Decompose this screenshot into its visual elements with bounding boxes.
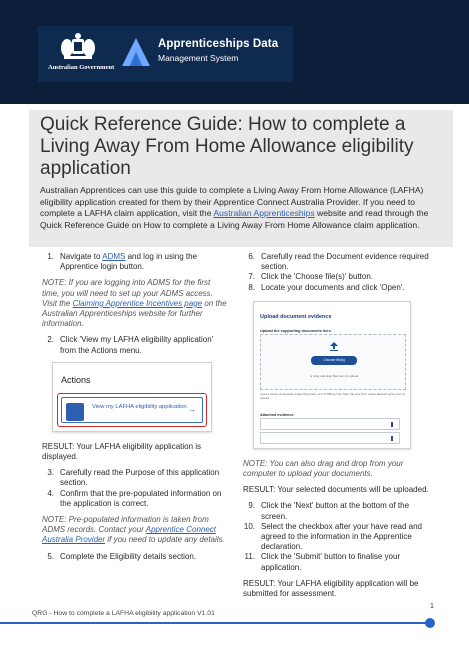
note-drag-drop: NOTE: You can also drag and drop from your computer to upload your documents. bbox=[243, 458, 404, 479]
attached-evidence-heading: Attached evidence bbox=[260, 412, 294, 417]
step-number: 10. bbox=[243, 521, 255, 531]
step-6-text: Carefully read the Document evidence required section. bbox=[261, 252, 429, 272]
step-number: 8. bbox=[248, 282, 255, 292]
step-3 bbox=[42, 468, 227, 488]
step-8 bbox=[243, 283, 435, 293]
page-title: Quick Reference Guide: How to complete a Living Away From Home Allowance eligibility application bbox=[40, 114, 414, 179]
step-10-text: Select the checkbox after your have read and agreed to the information in the Apprentice declaration. bbox=[261, 521, 422, 552]
step-number: 6. bbox=[248, 252, 255, 261]
note-2-text-a: NOTE: Pre-populated information is taken from ADMS records. Contact your bbox=[42, 515, 209, 535]
note-1-text-a: NOTE: If you are logging into ADMS for the first time, you will need to set up your ADMS access. Visit the bbox=[42, 278, 213, 308]
note-2-text-b: if you need to update any details. bbox=[105, 535, 225, 545]
upload-dropzone[interactable] bbox=[260, 334, 406, 390]
adms-logo-icon bbox=[120, 36, 152, 70]
intro-text-part1: Australian Apprentices can use this guide to complete a Living Away From Home Allowance (LAFHA) eligibility application created for them by their Apprentice Connect Australia Provider. If you need to complete a LAFHA claim application, visit the bbox=[40, 185, 424, 219]
file-menu-icon[interactable] bbox=[391, 422, 393, 427]
step-5-text: Complete the Eligibility details section. bbox=[60, 551, 197, 561]
actions-heading: Actions bbox=[61, 374, 91, 385]
step-number: 2. bbox=[47, 335, 54, 345]
adms-link[interactable]: ADMS bbox=[102, 252, 126, 261]
page-header bbox=[0, 0, 469, 104]
step-1 bbox=[42, 252, 227, 272]
page-number: 1 bbox=[430, 603, 434, 610]
document-icon bbox=[66, 403, 84, 421]
result-application-displayed: RESULT: Your LAFHA eligibility application is displayed. bbox=[42, 441, 202, 462]
footer-document-title: QRG - How to complete a LAFHA eligibility application V1.01 bbox=[32, 610, 215, 617]
australian-apprenticeships-link[interactable]: Australian Apprenticeships bbox=[213, 208, 315, 219]
step-4-text: Confirm that the pre-populated information on the application is correct. bbox=[60, 488, 222, 508]
step-5 bbox=[42, 552, 227, 562]
attached-file-row[interactable] bbox=[260, 432, 400, 444]
step-11 bbox=[243, 552, 435, 572]
upload-subheading: Upload the supporting documents here. bbox=[260, 328, 332, 333]
choose-files-button[interactable]: Choose file(s) bbox=[311, 356, 357, 365]
view-lafha-button[interactable] bbox=[61, 397, 203, 423]
step-1-text-b: and log in using the Apprentice login button. bbox=[60, 252, 197, 272]
view-lafha-button-highlight bbox=[57, 393, 207, 427]
right-column bbox=[243, 252, 435, 605]
note-prepopulated bbox=[42, 515, 227, 546]
step-number: 11. bbox=[244, 552, 255, 562]
step-4 bbox=[42, 489, 227, 509]
left-column bbox=[42, 252, 227, 568]
step-2-text: Click 'View my LAFHA eligibility application' from the Actions menu. bbox=[60, 335, 214, 355]
step-number: 7. bbox=[248, 272, 255, 282]
step-7-text: Click the 'Choose file(s)' button. bbox=[261, 272, 373, 282]
view-lafha-button-label: View my LAFHA eligibility application bbox=[92, 403, 187, 410]
provider-link[interactable]: Apprentice Connect Australia Provider bbox=[42, 525, 217, 545]
step-3-text: Carefully read the Purpose of this application section. bbox=[60, 468, 220, 488]
logo-block bbox=[38, 26, 293, 82]
step-10 bbox=[243, 522, 435, 553]
step-8-text: Locate your documents and click 'Open'. bbox=[261, 282, 405, 292]
attached-file-row[interactable] bbox=[260, 418, 400, 430]
claiming-incentives-link[interactable]: Claiming Apprentice Incentives page bbox=[72, 298, 203, 308]
drag-drop-hint: or drag and drop files here to upload bbox=[309, 373, 359, 378]
actions-menu-screenshot bbox=[52, 362, 212, 432]
government-label: Australian Government bbox=[48, 64, 115, 71]
step-number: 4. bbox=[47, 488, 54, 498]
result-documents-uploaded: RESULT: Your selected documents will be uploaded. bbox=[243, 485, 429, 495]
step-number: 5. bbox=[47, 551, 54, 561]
result-application-submitted: RESULT: Your LAFHA eligibility application will be submitted for assessment. bbox=[243, 578, 419, 599]
intro-text-part2: website and read through the Quick Reference Guide on How to complete a Living Away From Home Allowance claim application. bbox=[40, 208, 429, 230]
upload-heading: Upload document evidence bbox=[260, 313, 332, 320]
footer-dot bbox=[425, 618, 435, 628]
upload-evidence-screenshot bbox=[253, 301, 411, 449]
intro-paragraph bbox=[40, 185, 450, 231]
government-crest bbox=[48, 32, 115, 76]
step-2 bbox=[42, 335, 227, 355]
step-number: 9. bbox=[248, 501, 255, 511]
step-9-text: Click the 'Next' button at the bottom of the screen. bbox=[261, 501, 410, 521]
footer-rule bbox=[0, 622, 430, 624]
coat-of-arms-icon bbox=[58, 32, 98, 62]
note-1-text-b: on the Australian Apprenticeships website for further information. bbox=[42, 298, 227, 329]
brand-title: Apprenticeships Data bbox=[158, 38, 279, 50]
step-number: 3. bbox=[47, 468, 54, 478]
upload-instructions: Load a series of separate supporting data, up to 5 MB per file. Max, file size limit, check allowed types prior to upload. bbox=[260, 391, 406, 401]
intro-panel bbox=[29, 110, 453, 247]
step-9 bbox=[243, 501, 435, 521]
file-menu-icon[interactable] bbox=[391, 436, 393, 441]
upload-arrow-icon bbox=[330, 342, 338, 351]
brand-subtitle: Management System bbox=[158, 53, 239, 63]
step-6 bbox=[243, 252, 435, 272]
step-1-text-a: Navigate to bbox=[60, 252, 103, 261]
step-number: 1. bbox=[47, 252, 54, 261]
step-7 bbox=[243, 272, 435, 282]
note-first-login bbox=[42, 278, 227, 329]
arrow-right-icon: → bbox=[188, 404, 196, 414]
step-11-text: Click the 'Submit' button to finalise your application. bbox=[261, 552, 401, 572]
